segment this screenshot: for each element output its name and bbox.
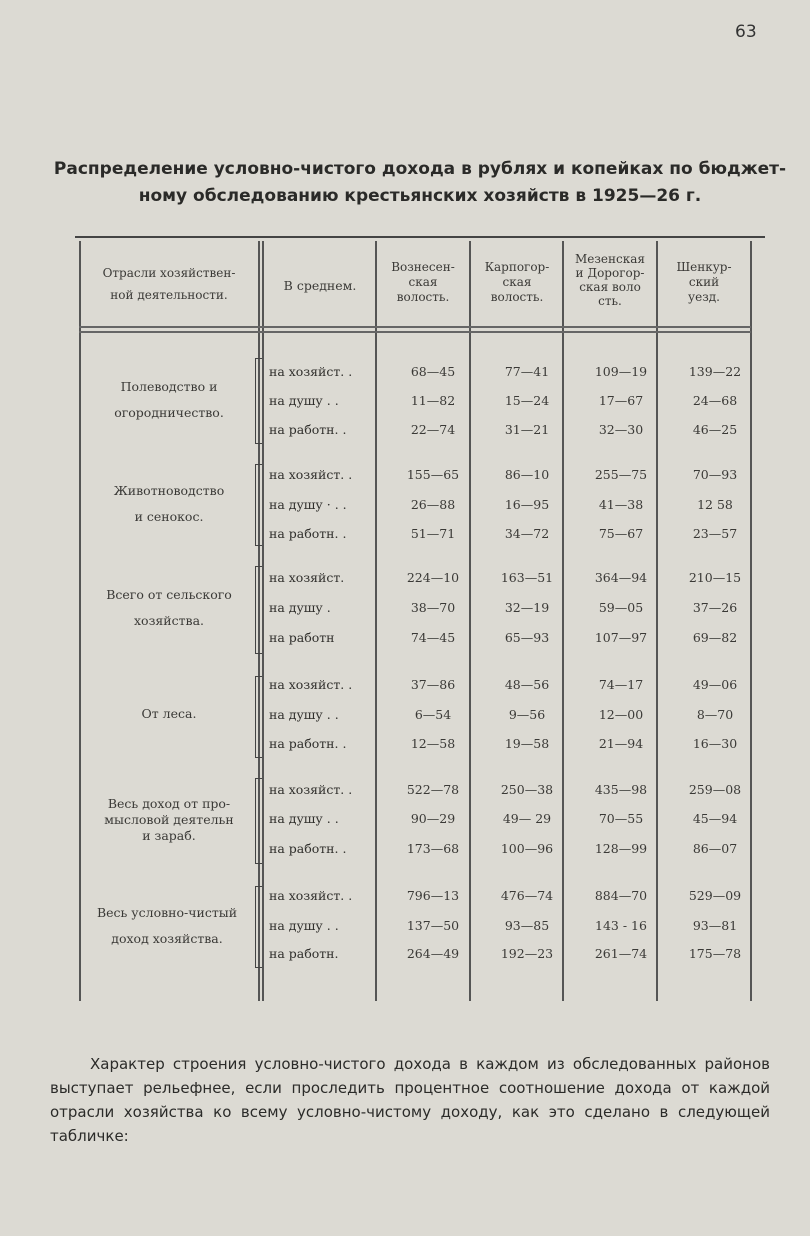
table-cell: 21—94 xyxy=(598,736,644,751)
header-line: Вознесен- xyxy=(391,260,455,274)
table-cell: 74—17 xyxy=(598,677,644,692)
row-sub-label: на хозяйст. xyxy=(269,570,345,585)
table-cell: 192—23 xyxy=(500,946,554,961)
table-cell: 90—29 xyxy=(410,811,456,826)
row-sub-label: на хозяйст. . xyxy=(269,467,353,482)
header-line: сть. xyxy=(598,294,622,308)
table-cell: 26—88 xyxy=(410,497,456,512)
group-brace xyxy=(255,778,262,864)
group-label xyxy=(83,374,255,426)
header-branch-line: Отрасли хозяйствен- xyxy=(102,266,236,280)
column-divider xyxy=(562,241,564,1001)
table-cell: 137—50 xyxy=(406,918,460,933)
table-cell: 32—30 xyxy=(598,422,644,437)
income-table xyxy=(75,236,765,1002)
table-right-border xyxy=(750,241,752,1001)
table-cell: 49— 29 xyxy=(502,811,552,826)
group-label xyxy=(83,796,255,844)
table-cell: 34—72 xyxy=(504,526,550,541)
row-sub-label: на работн. . xyxy=(269,736,347,751)
table-cell: 74—45 xyxy=(410,630,456,645)
row-sub-label: на работн. . xyxy=(269,841,347,856)
table-cell: 22—74 xyxy=(410,422,456,437)
table-cell: 255—75 xyxy=(594,467,648,482)
table-cell: 86—10 xyxy=(504,467,550,482)
table-cell: 522—78 xyxy=(406,782,460,797)
table-cell: 9—56 xyxy=(508,707,546,722)
group-brace xyxy=(255,464,262,546)
table-cell: 86—07 xyxy=(692,841,738,856)
table-cell: 224—10 xyxy=(406,570,460,585)
table-cell: 264—49 xyxy=(406,946,460,961)
group-label-line: мысловой деятельн xyxy=(104,812,234,827)
group-label-line: Весь условно-чистый xyxy=(96,905,238,920)
table-cell: 32—19 xyxy=(504,600,550,615)
row-sub-label: на хозяйст. . xyxy=(269,888,353,903)
table-cell: 68—45 xyxy=(410,364,456,379)
header-mezenskaya xyxy=(564,252,656,308)
table-cell: 37—86 xyxy=(410,677,456,692)
table-cell: 175—78 xyxy=(688,946,742,961)
column-divider xyxy=(375,241,377,1001)
table-cell: 15—24 xyxy=(504,393,550,408)
header-rule xyxy=(79,326,751,328)
row-sub-label: на душу . . xyxy=(269,811,339,826)
table-cell: 19—58 xyxy=(504,736,550,751)
table-cell: 23—57 xyxy=(692,526,738,541)
row-sub-label: на работн. . xyxy=(269,526,347,541)
table-cell: 49—06 xyxy=(692,677,738,692)
header-line: и Дорогор- xyxy=(575,266,645,280)
table-cell: 93—81 xyxy=(692,918,738,933)
table-left-border xyxy=(79,241,81,1001)
table-cell: 8—70 xyxy=(696,707,734,722)
table-cell: 107—97 xyxy=(594,630,648,645)
row-sub-label: на хозяйст. . xyxy=(269,782,353,797)
table-cell: 139—22 xyxy=(688,364,742,379)
table-cell: 70—55 xyxy=(598,811,644,826)
table-cell: 48—56 xyxy=(504,677,550,692)
header-line: уезд. xyxy=(688,290,720,304)
header-line: ский xyxy=(688,275,720,289)
header-line: волость. xyxy=(490,290,544,304)
row-sub-label: на работн. xyxy=(269,946,339,961)
header-branch-line: ной деятельности. xyxy=(110,288,228,302)
row-sub-label: на хозяйст. . xyxy=(269,677,353,692)
table-cell: 16—95 xyxy=(504,497,550,512)
column-divider xyxy=(262,241,264,1001)
table-cell: 435—98 xyxy=(594,782,648,797)
group-label-line: хозяйства. xyxy=(134,613,204,628)
table-cell: 37—26 xyxy=(692,600,738,615)
header-branch xyxy=(83,262,255,306)
table-cell: 38—70 xyxy=(410,600,456,615)
table-cell: 529—09 xyxy=(688,888,742,903)
table-cell: 476—74 xyxy=(500,888,554,903)
column-divider xyxy=(656,241,658,1001)
title-line-2: ному обследованию крестьянских хозяйств в 1925—26 г. xyxy=(138,186,702,206)
group-label-line: Полеводство и xyxy=(120,379,218,394)
table-cell: 46—25 xyxy=(692,422,738,437)
table-cell: 70—93 xyxy=(692,467,738,482)
table-cell: 59—05 xyxy=(598,600,644,615)
group-label-line: Всего от сельского xyxy=(106,587,232,602)
table-top-rule xyxy=(75,236,765,238)
table-cell: 12 58 xyxy=(697,497,733,512)
header-line: Шенкур- xyxy=(676,260,732,274)
row-sub-label: на хозяйст. . xyxy=(269,364,353,379)
table-cell: 143 - 16 xyxy=(595,918,647,933)
table-cell: 75—67 xyxy=(598,526,644,541)
table-cell: 12—00 xyxy=(598,707,644,722)
table-cell: 6—54 xyxy=(414,707,452,722)
group-label xyxy=(83,582,255,634)
row-sub-label: на работн. . xyxy=(269,422,347,437)
table-cell: 11—82 xyxy=(410,393,456,408)
group-label-line: Животноводство xyxy=(113,483,225,498)
row-sub-label: на душу . xyxy=(269,600,331,615)
group-label xyxy=(79,900,255,952)
table-cell: 17—67 xyxy=(598,393,644,408)
table-cell: 210—15 xyxy=(688,570,742,585)
table-cell: 100—96 xyxy=(500,841,554,856)
column-divider xyxy=(469,241,471,1001)
group-label-line: Весь доход от про- xyxy=(107,796,231,811)
header-line: ская xyxy=(502,275,532,289)
table-cell: 259—08 xyxy=(688,782,742,797)
header-karpogorskaya xyxy=(471,260,563,305)
header-line: Мезенская xyxy=(575,252,645,266)
table-cell: 93—85 xyxy=(504,918,550,933)
header-voznesenskaya xyxy=(377,260,469,305)
group-brace xyxy=(255,886,262,968)
table-cell: 796—13 xyxy=(406,888,460,903)
group-label-line: От леса. xyxy=(141,706,197,721)
group-label-line: огородничество. xyxy=(114,405,224,420)
table-cell: 24—68 xyxy=(692,393,738,408)
table-title xyxy=(50,156,790,210)
header-line: Карпогор- xyxy=(484,260,550,274)
row-sub-label: на работн xyxy=(269,630,335,645)
row-sub-label: на душу . . xyxy=(269,707,339,722)
table-cell: 41—38 xyxy=(598,497,644,512)
group-label-line: доход хозяйства. xyxy=(111,931,223,946)
header-line: ская xyxy=(408,275,438,289)
page-number: 63 xyxy=(735,22,757,42)
row-sub-label: на душу · . . xyxy=(269,497,347,512)
group-brace xyxy=(255,358,262,444)
header-line: волость. xyxy=(396,290,450,304)
table-cell: 155—65 xyxy=(406,467,460,482)
row-sub-label: на душу . . xyxy=(269,393,339,408)
group-brace xyxy=(255,566,262,654)
table-cell: 16—30 xyxy=(692,736,738,751)
group-label-line: и зараб. xyxy=(142,828,196,843)
group-brace xyxy=(255,676,262,758)
group-label xyxy=(83,478,255,530)
table-cell: 261—74 xyxy=(594,946,648,961)
header-average: В среднем. xyxy=(283,278,357,293)
table-cell: 884—70 xyxy=(594,888,648,903)
table-cell: 128—99 xyxy=(594,841,648,856)
group-label-line: и сенокос. xyxy=(134,509,204,524)
body-paragraph: Характер строения условно-чистого дохода в каждом из обследованных районов выступает рельефнее, если проследить процентное соотношение дохода от каждой отрасли хозяйства ко всему условно-чистому доходу, как это сделано в следующей табличке: xyxy=(50,1055,770,1145)
table-cell: 364—94 xyxy=(594,570,648,585)
table-cell: 45—94 xyxy=(692,811,738,826)
header-rule xyxy=(79,331,751,333)
table-cell: 250—38 xyxy=(500,782,554,797)
group-label xyxy=(83,704,255,724)
table-cell: 77—41 xyxy=(504,364,550,379)
table-cell: 51—71 xyxy=(410,526,456,541)
table-cell: 173—68 xyxy=(406,841,460,856)
table-cell: 12—58 xyxy=(410,736,456,751)
row-sub-label: на душу . . xyxy=(269,918,339,933)
table-cell: 31—21 xyxy=(504,422,550,437)
table-cell: 163—51 xyxy=(500,570,554,585)
table-cell: 65—93 xyxy=(504,630,550,645)
table-cell: 69—82 xyxy=(692,630,738,645)
table-cell: 109—19 xyxy=(594,364,648,379)
header-line: ская воло xyxy=(579,280,641,294)
title-line-1: Распределение условно-чистого дохода в рублях и копейках по бюджет- xyxy=(53,159,787,179)
header-shenkursky xyxy=(658,260,750,305)
